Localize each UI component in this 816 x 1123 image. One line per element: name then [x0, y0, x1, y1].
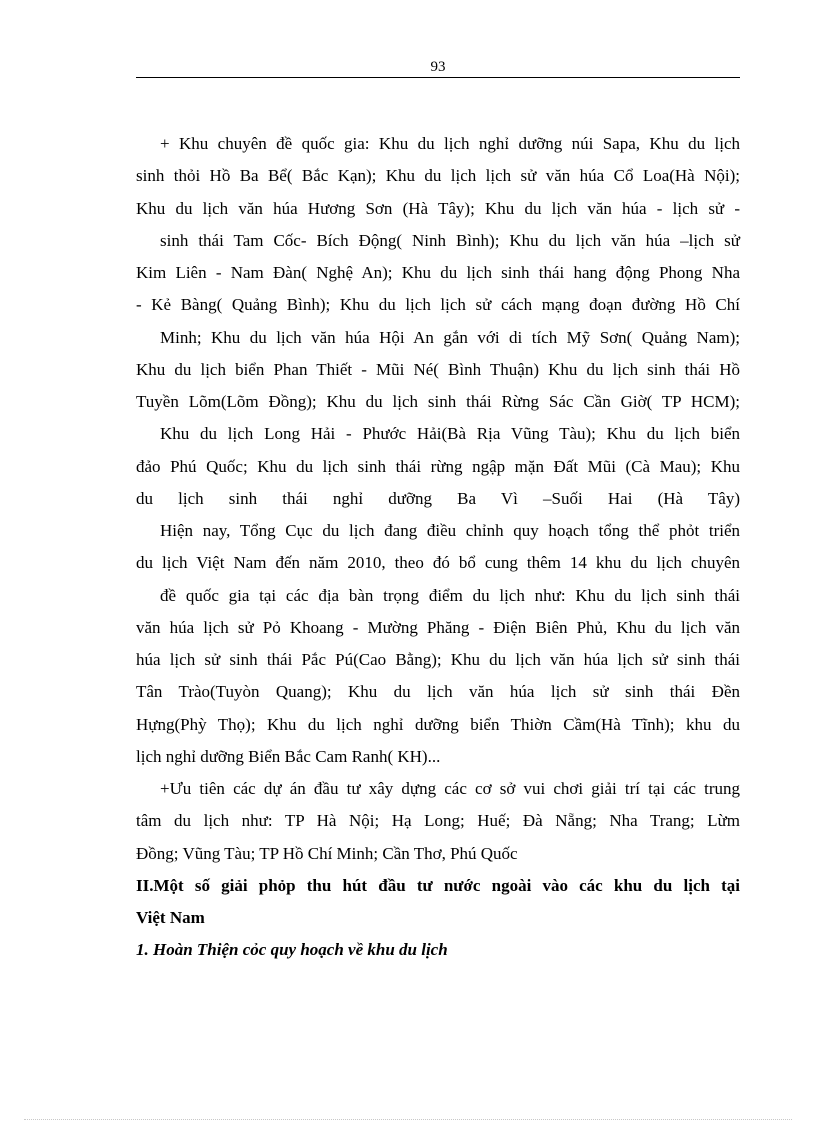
document-body	[136, 128, 740, 967]
text-line: Hựng(Phỳ Thọ); Khu du lịch nghỉ dưỡng biển Thiờn Cầm(Hà Tĩnh); khu du	[136, 714, 740, 734]
text-line: Hiện nay, Tổng Cục du lịch đang điều chỉnh quy hoạch tổng thể phỏt triển	[160, 521, 740, 540]
text-line: húa lịch sử sinh thái Pắc Pú(Cao Bằng); Khu du lịch văn húa lịch sử sinh thái	[136, 650, 740, 669]
text-line: văn húa lịch sử Pỏ Khoang - Mường Phăng - Điện Biên Phủ, Khu du lịch văn	[136, 617, 740, 637]
section-heading: II.Một số giải phỏp thu hút đầu tư nước ngoài vào các khu du lịch tại	[136, 875, 740, 895]
text-line: sinh thỏi Hồ Ba Bể( Bắc Kạn); Khu du lịch lịch sử văn húa Cổ Loa(Hà Nội);	[136, 166, 740, 186]
text-line: du lịch sinh thái nghỉ dưỡng Ba Vì –Suối Hai (Hà Tây)	[136, 488, 740, 508]
text-line: Tân Trào(Tuyòn Quang); Khu du lịch văn húa lịch sử sinh thái Đền	[136, 682, 740, 702]
text-line: + Khu chuyên đề quốc gia: Khu du lịch nghỉ dưỡng núi Sapa, Khu du lịch	[160, 134, 740, 153]
text-line: Khu du lịch văn húa Hương Sơn (Hà Tây); Khu du lịch văn húa - lịch sử -	[136, 198, 740, 218]
text-line: Minh; Khu du lịch văn húa Hội An gắn với di tích Mỹ Sơn( Quảng Nam);	[160, 327, 740, 347]
text-line: Tuyền Lõm(Lõm Đồng); Khu du lịch sinh thái Rừng Sác Cần Giờ( TP HCM);	[136, 392, 740, 411]
text-line: du lịch Việt Nam đến năm 2010, theo đó bổ cung thêm 14 khu du lịch chuyên	[136, 553, 740, 573]
text-line: đề quốc gia tại các địa bàn trọng điểm du lịch như: Khu du lịch sinh thái	[160, 585, 740, 605]
text-line: đảo Phú Quốc; Khu du lịch sinh thái rừng ngập mặn Đất Mũi (Cà Mau); Khu	[136, 456, 740, 476]
text-line: Khu du lịch Long Hải - Phước Hải(Bà Rịa Vũng Tàu); Khu du lịch biển	[160, 424, 740, 444]
page-bottom-border	[24, 1119, 792, 1120]
page-number: 93	[430, 59, 446, 75]
subsection-heading: 1. Hoàn Thiện cỏc quy hoạch về khu du lịch	[136, 940, 448, 960]
section-heading-continued: Việt Nam	[136, 908, 205, 927]
text-line: sinh thái Tam Cốc- Bích Động( Ninh Bình); Khu du lịch văn húa –lịch sử	[160, 230, 740, 250]
text-line: - Kẻ Bàng( Quảng Bình); Khu du lịch lịch sử cách mạng đoạn đường Hồ Chí	[136, 295, 740, 315]
text-line: Đồng; Vũng Tàu; TP Hồ Chí Minh; Cần Thơ, Phú Quốc	[136, 843, 518, 863]
text-line: tâm du lịch như: TP Hà Nội; Hạ Long; Huế; Đà Nẵng; Nha Trang; Lừm	[136, 811, 740, 831]
text-line: lịch nghỉ dưỡng Biển Bắc Cam Ranh( KH)...	[136, 746, 441, 766]
text-line: +Ưu tiên các dự án đầu tư xây dựng các cơ sở vui chơi giải trí tại các trung	[160, 779, 740, 798]
header-rule	[136, 77, 740, 78]
text-line: Kim Liên - Nam Đàn( Nghệ An); Khu du lịch sinh thái hang động Phong Nha	[136, 263, 740, 282]
text-line: Khu du lịch biển Phan Thiết - Mũi Né( Bình Thuận) Khu du lịch sinh thái Hồ	[136, 359, 740, 379]
